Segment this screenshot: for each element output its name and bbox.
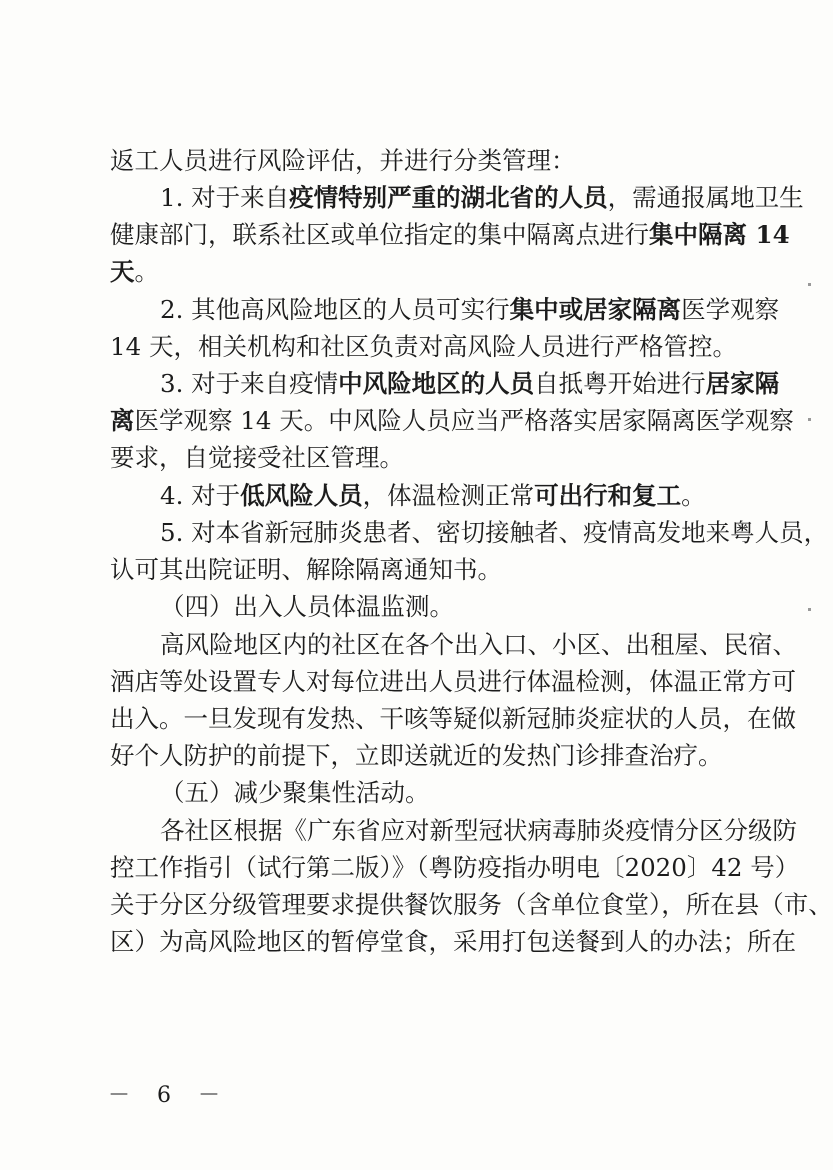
text-span: 健康部门，联系社区或单位指定的集中隔离点进行 <box>110 220 649 249</box>
text-line <box>110 702 796 736</box>
text-span: 14 天，相关机构和社区负责对高风险人员进行严格管控。 <box>110 332 737 361</box>
text-span: 好个人防护的前提下，立即送就近的发热门诊排查治疗。 <box>110 741 723 770</box>
text-span: ，体温检测正常 <box>362 481 535 510</box>
text-span: 酒店等处设置专人对每位进出人员进行体温检测，体温正常方可 <box>110 667 796 696</box>
page-number: － 6 － <box>108 1083 230 1108</box>
text-line <box>110 739 725 773</box>
bold-text: 疫情特别严重的湖北省的人员 <box>289 183 608 212</box>
text-line <box>110 330 737 364</box>
text-line <box>110 665 796 699</box>
text-span: 医学观察 14 天。中风险人员应当严格落实居家隔离医学观察 <box>134 406 794 435</box>
text-span: 。 <box>681 481 706 510</box>
text-span: 自抵粤开始进行 <box>534 369 706 398</box>
text-span: 4. 对于 <box>160 481 241 510</box>
text-span: 3. 对于来自疫情 <box>160 369 339 398</box>
text-span: 。 <box>134 257 159 286</box>
margin-mark <box>808 608 811 611</box>
text-span: 关于分区分级管理要求提供餐饮服务（含单位食堂），所在县（市、 <box>110 890 833 919</box>
text-line <box>110 888 833 922</box>
text-span: 返工人员进行风险评估，并进行分类管理： <box>110 146 576 175</box>
text-line <box>110 441 725 475</box>
bold-text: 可出行和复工 <box>534 481 682 510</box>
text-line <box>160 181 804 215</box>
text-span: 1. 对于来自 <box>160 183 290 212</box>
text-line <box>110 255 725 289</box>
text-span: （五）减少聚集性活动。 <box>160 778 430 807</box>
margin-mark <box>808 418 811 421</box>
bold-text: 集中隔离 14 <box>649 220 790 249</box>
margin-mark <box>808 283 811 286</box>
text-span: 认可其出院证明、解除隔离通知书。 <box>110 555 502 584</box>
text-line <box>110 144 725 178</box>
text-line <box>110 553 725 587</box>
text-line <box>160 590 725 624</box>
text-span: 高风险地区内的社区在各个出入口、小区、出租屋、民宿、 <box>160 630 797 659</box>
bold-text: 天 <box>110 257 135 286</box>
text-span: 各社区根据《广东省应对新型冠状病毒肺炎疫情分区分级防 <box>160 816 797 845</box>
text-span: 医学观察 <box>681 295 780 324</box>
text-span: 控工作指引（试行第二版）》（粤防疫指办明电〔2020〕42 号） <box>110 853 800 882</box>
text-span: 要求，自觉接受社区管理。 <box>110 443 404 472</box>
text-span: ，需通报属地卫生 <box>607 183 804 212</box>
bold-text: 集中或居家隔离 <box>509 295 682 324</box>
text-line <box>110 404 794 438</box>
text-line <box>110 218 790 252</box>
text-line <box>110 851 800 885</box>
bold-text: 离 <box>110 406 135 435</box>
text-span: 5. 对本省新冠肺炎患者、密切接触者、疫情高发地来粤人员， <box>160 518 829 547</box>
bold-text: 中风险地区的人员 <box>338 369 535 398</box>
text-line <box>160 293 780 327</box>
text-line <box>160 776 725 810</box>
text-line <box>160 367 780 401</box>
text-line <box>160 516 829 550</box>
text-span: （四）出入人员体温监测。 <box>160 592 454 621</box>
text-line <box>160 479 725 513</box>
text-span: 出入。一旦发现有发热、干咳等疑似新冠肺炎症状的人员，在做 <box>110 704 796 733</box>
bold-text: 低风险人员 <box>240 481 363 510</box>
text-line <box>160 814 797 848</box>
text-line <box>160 628 797 662</box>
text-span: 区）为高风险地区的暂停堂食，采用打包送餐到人的办法；所在 <box>110 927 796 956</box>
text-span: 2. 其他高风险地区的人员可实行 <box>160 295 510 324</box>
text-line <box>110 925 796 959</box>
bold-text: 居家隔 <box>705 369 780 398</box>
